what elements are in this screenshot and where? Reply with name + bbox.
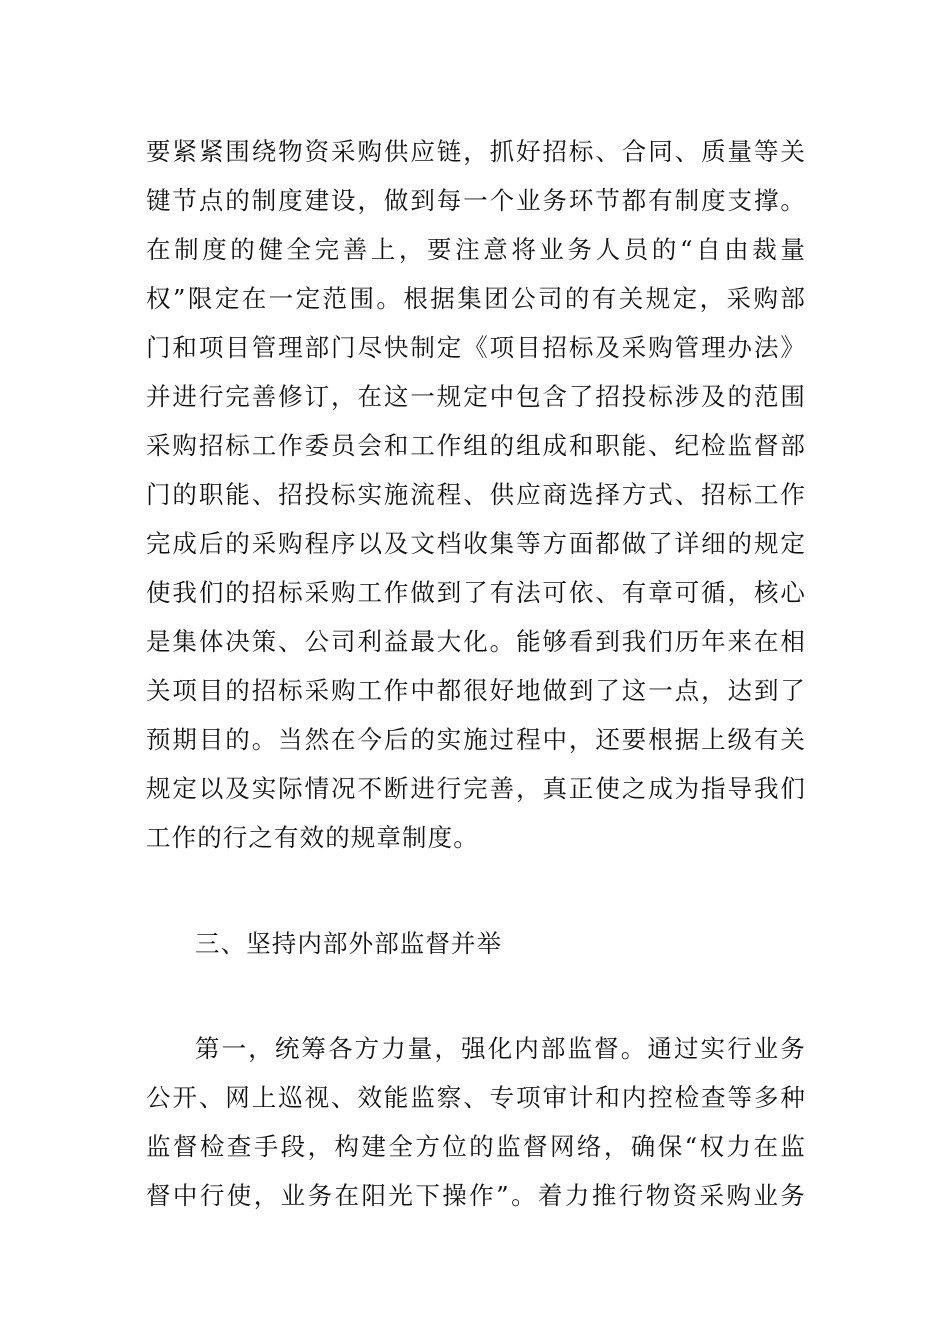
paragraph-1-line-14: 规定以及实际情况不断进行完善，真正使之成为指导我们 bbox=[146, 774, 806, 803]
paragraph-1-line-11: 是集体决策、公司利益最大化。能够看到我们历年来在相 bbox=[146, 627, 806, 656]
paragraph-1-line-10: 使我们的招标采购工作做到了有法可依、有章可循，核心 bbox=[146, 578, 806, 607]
paragraph-1-line-15: 工作的行之有效的规章制度。 bbox=[146, 823, 479, 852]
paragraph-1-line-13: 预期目的。当然在今后的实施过程中，还要根据上级有关 bbox=[146, 725, 806, 754]
paragraph-1-line-1: 要紧紧围绕物资采购供应链，抓好招标、合同、质量等关 bbox=[146, 137, 806, 166]
paragraph-1-line-3: 在制度的健全完善上，要注意将业务人员的“自由裁量 bbox=[146, 235, 806, 264]
paragraph-1-line-9: 完成后的采购程序以及文档收集等方面都做了详细的规定 bbox=[146, 529, 806, 558]
paragraph-1-line-4: 权”限定在一定范围。根据集团公司的有关规定，采购部 bbox=[146, 284, 806, 313]
paragraph-2-line-3: 监督检查手段，构建全方位的监督网络，确保“权力在监 bbox=[146, 1132, 806, 1161]
paragraph-1-line-8: 门的职能、招投标实施流程、供应商选择方式、招标工作 bbox=[146, 480, 806, 509]
paragraph-1-line-6: 并进行完善修订，在这一规定中包含了招投标涉及的范围 bbox=[146, 382, 806, 411]
paragraph-1-line-2: 键节点的制度建设，做到每一个业务环节都有制度支撑。 bbox=[146, 186, 806, 215]
section-heading: 三、坚持内部外部监督并举 bbox=[195, 929, 503, 958]
paragraph-1-line-7: 采购招标工作委员会和工作组的组成和职能、纪检监督部 bbox=[146, 431, 806, 460]
paragraph-2-line-4: 督中行使，业务在阳光下操作”。着力推行物资采购业务 bbox=[146, 1181, 806, 1210]
paragraph-2-line-2: 公开、网上巡视、效能监察、专项审计和内控检查等多种 bbox=[146, 1083, 806, 1112]
paragraph-1-line-12: 关项目的招标采购工作中都很好地做到了这一点，达到了 bbox=[146, 676, 806, 705]
paragraph-1-line-5: 门和项目管理部门尽快制定《项目招标及采购管理办法》 bbox=[146, 333, 806, 362]
paragraph-2-line-1: 第一，统筹各方力量，强化内部监督。通过实行业务 bbox=[195, 1034, 806, 1063]
